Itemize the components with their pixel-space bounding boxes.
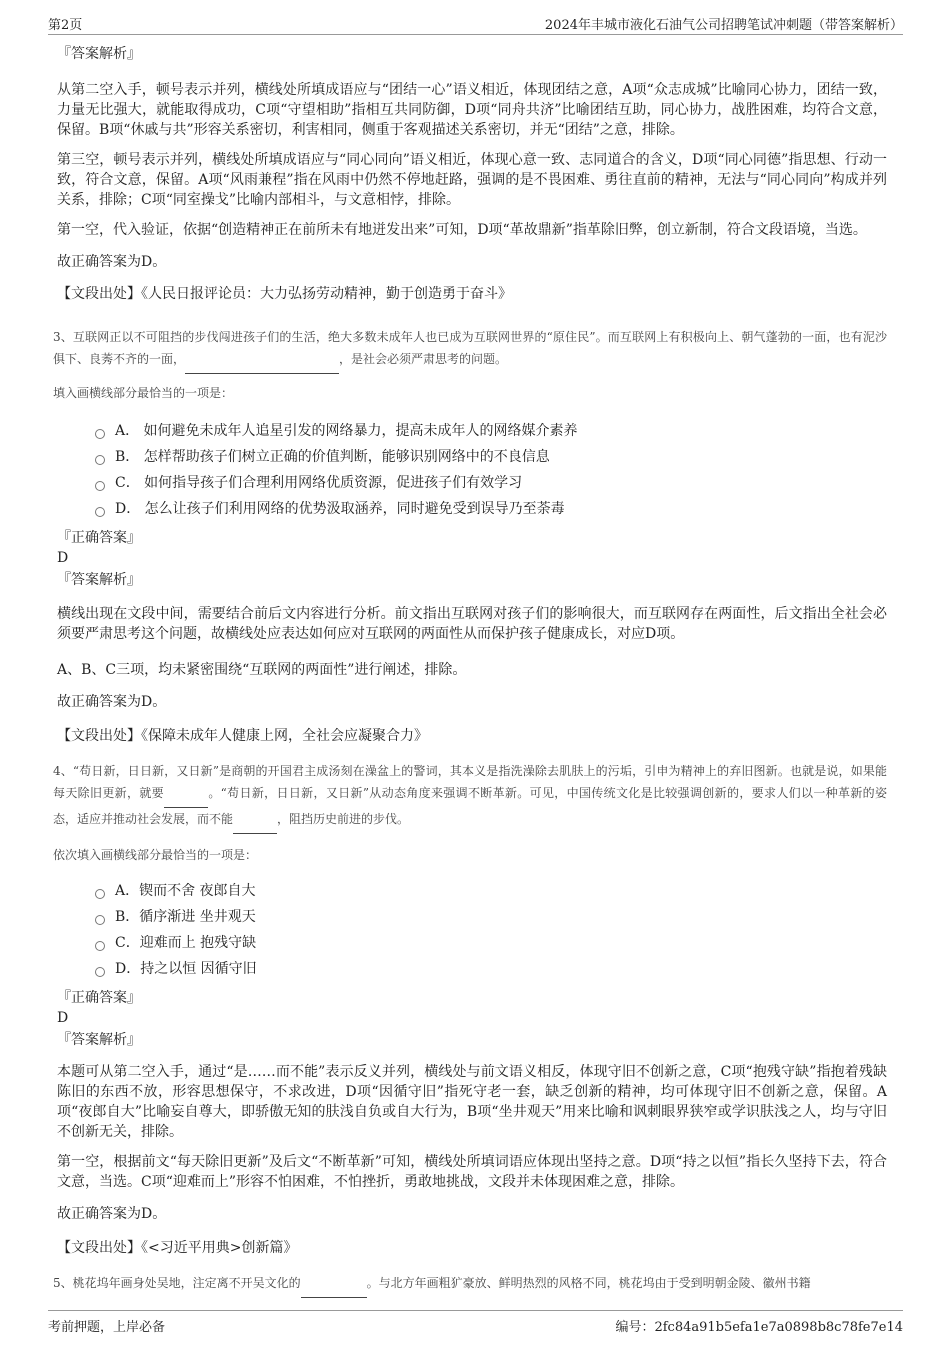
radio-button[interactable] <box>95 429 105 439</box>
analysis-label: 『答案解析』 <box>57 1032 141 1048</box>
q2-analysis-p3: 第一空，代入验证，依据“创造精神正在前所未有地迸发出来”可知，D项“革故鼎新”指革除旧弊，创立新制，符合文段语境，当选。 <box>57 222 867 238</box>
q2-conclusion: 故正确答案为D。 <box>57 254 167 270</box>
q4-stem-part-c: ，阻挡历史前进的步伐。 <box>277 812 410 826</box>
q3-blank <box>185 351 339 374</box>
q3-options <box>95 418 887 522</box>
correct-answer-label: 『正确答案』 <box>57 990 141 1006</box>
q3-conclusion: 故正确答案为D。 <box>57 694 167 710</box>
q4-source: 【文段出处】《<习近平用典>创新篇》 <box>57 1240 298 1256</box>
radio-button[interactable] <box>95 941 105 951</box>
footer-slogan: 考前押题，上岸必备 <box>48 1320 166 1335</box>
page-footer <box>48 1310 903 1337</box>
q5-stem-part-b: 。与北方年画粗犷豪放、鲜明热烈的风格不同，桃花坞由于受到明朝金陵、徽州书籍 <box>366 1276 811 1290</box>
q4-option-a[interactable]: A．锲而不舍 夜郎自大 <box>95 878 887 904</box>
q3-option-c[interactable]: C． 如何指导孩子们合理利用网络优质资源，促进孩子们有效学习 <box>95 470 887 496</box>
q4-analysis-p2: 第一空，根据前文“每天除旧更新”及后文“不断革新”可知，横线处所填词语应体现出坚持之意。D项“持之以恒”指长久坚持下去，符合文意，当选。C项“迎难而上”形容不怕困难，不怕挫折，勇敢地挑战，文段并未体现困难之意，排除。 <box>57 1154 887 1190</box>
q3-stem <box>53 326 887 374</box>
q5-blank <box>301 1275 367 1298</box>
q2-analysis-p1: 从第二空入手，顿号表示并列，横线处所填成语应与“团结一心”语义相近，体现团结之意，A项“众志成城”比喻同心协力，团结一致，力量无比强大，就能取得成功，C项“守望相助”指相互共同防御，D项“同舟共济”比喻团结互助，同心协力，战胜困难，均符合文意，保留。B项“休戚与共”形容关系密切，利害相同，侧重于客观描述关系密切，并无“团结”之意，排除。 <box>57 82 887 138</box>
q3-stem-part-b: ，是社会必须严肃思考的问题。 <box>339 352 508 366</box>
q4-instruction: 依次填入画横线部分最恰当的一项是： <box>53 848 258 862</box>
radio-button[interactable] <box>95 481 105 491</box>
q3-option-a[interactable]: A． 如何避免未成年人追星引发的网络暴力，提高未成年人的网络媒介素养 <box>95 418 887 444</box>
q3-option-d[interactable]: D． 怎么让孩子们利用网络的优势汲取涵养，同时避免受到误导乃至荼毒 <box>95 496 887 522</box>
radio-button[interactable] <box>95 889 105 899</box>
document-code: 编号：2fc84a91b5efa1e7a0898b8c78fe7e14 <box>615 1320 903 1335</box>
q2-analysis-p2: 第三空，顿号表示并列，横线处所填成语应与“同心同向”语义相近，体现心意一致、志同道合的含义，D项“同心同德”指思想、行动一致，符合文意，保留。A项“风雨兼程”指在风雨中仍然不停地赶路，强调的是不畏困难、勇往直前的精神，无法与“同心同向”构成并列关系，排除；C项“同室操戈”比喻内部相斗，与文意相悖，排除。 <box>57 152 887 208</box>
q3-answer: D <box>57 550 69 566</box>
q4-option-c[interactable]: C．迎难而上 抱残守缺 <box>95 930 887 956</box>
q3-stem-part-a: 3、互联网正以不可阻挡的步伐闯进孩子们的生活，绝大多数未成年人也已成为互联网世界的“原住民”。而互联网上有积极向上、朝气蓬勃的一面，也有泥沙俱下、良莠不齐的一面， <box>53 330 887 366</box>
q4-option-b[interactable]: B．循序渐进 坐井观天 <box>95 904 887 930</box>
radio-button[interactable] <box>95 507 105 517</box>
q5-stem-part-a: 5、桃花坞年画身处吴地，注定离不开吴文化的 <box>53 1276 301 1290</box>
q4-blank-2 <box>233 811 277 834</box>
correct-answer-label: 『正确答案』 <box>57 530 141 546</box>
q3-analysis-p1: 横线出现在文段中间，需要结合前后文内容进行分析。前文指出互联网对孩子们的影响很大，而互联网存在两面性，后文指出全社会必须要严肃思考这个问题，故横线处应表达如何应对互联网的两面性从而保护孩子健康成长，对应D项。 <box>57 606 887 642</box>
q3-source: 【文段出处】《保障未成年人健康上网，全社会应凝聚合力》 <box>57 728 428 744</box>
q4-options <box>95 878 887 982</box>
analysis-label: 『答案解析』 <box>57 572 141 588</box>
radio-button[interactable] <box>95 967 105 977</box>
q3-analysis-p2: A、B、C三项，均未紧密围绕“互联网的两面性”进行阐述，排除。 <box>57 662 467 678</box>
document-title: 2024年丰城市液化石油气公司招聘笔试冲刺题（带答案解析） <box>544 18 903 33</box>
q4-conclusion: 故正确答案为D。 <box>57 1206 167 1222</box>
q4-option-d[interactable]: D．持之以恒 因循守旧 <box>95 956 887 982</box>
page-header <box>48 10 903 35</box>
q3-instruction: 填入画横线部分最恰当的一项是： <box>53 386 234 400</box>
analysis-label: 『答案解析』 <box>57 46 141 62</box>
main-content <box>53 44 887 1298</box>
q4-answer: D <box>57 1010 69 1026</box>
q4-analysis-p1: 本题可从第二空入手，通过“是……而不能”表示反义并列，横线处与前文语义相反，体现守旧不创新之意，C项“抱残守缺”指抱着残缺陈旧的东西不放，形容思想保守，不求改进，D项“因循守旧”指死守老一套，缺乏创新的精神，均可体现守旧不创新之意，保留。A项“夜郎自大”比喻妄自尊大，即骄傲无知的肤浅自负或自大行为，B项“坐井观天”用来比喻和讽刺眼界狭窄或学识肤浅之人，均与守旧不创新无关，排除。 <box>57 1064 887 1140</box>
q2-source: 【文段出处】《人民日报评论员：大力弘扬劳动精神，勤于创造勇于奋斗》 <box>57 286 512 302</box>
q3-option-b[interactable]: B． 怎样帮助孩子们树立正确的价值判断，能够识别网络中的不良信息 <box>95 444 887 470</box>
q4-stem-part-b: 。“苟日新，日日新，又日新”从动态角度来强调不断革新。可见，中国传统文化是比较强调创新的，要求人们以一种革新的姿态，适应并推动社会发展，而不能 <box>53 786 887 826</box>
q5-stem <box>53 1272 887 1298</box>
radio-button[interactable] <box>95 915 105 925</box>
q4-stem-part-a: 4、“苟日新，日日新，又日新”是商朝的开国君主成汤刻在澡盆上的警词，其本义是指洗澡除去肌肤上的污垢，引申为精神上的弃旧图新。也就是说，如果能每天除旧更新，就要 <box>53 764 887 800</box>
radio-button[interactable] <box>95 455 105 465</box>
q4-blank-1 <box>164 785 208 808</box>
page-number: 第2页 <box>48 18 83 33</box>
q4-stem <box>53 760 887 834</box>
